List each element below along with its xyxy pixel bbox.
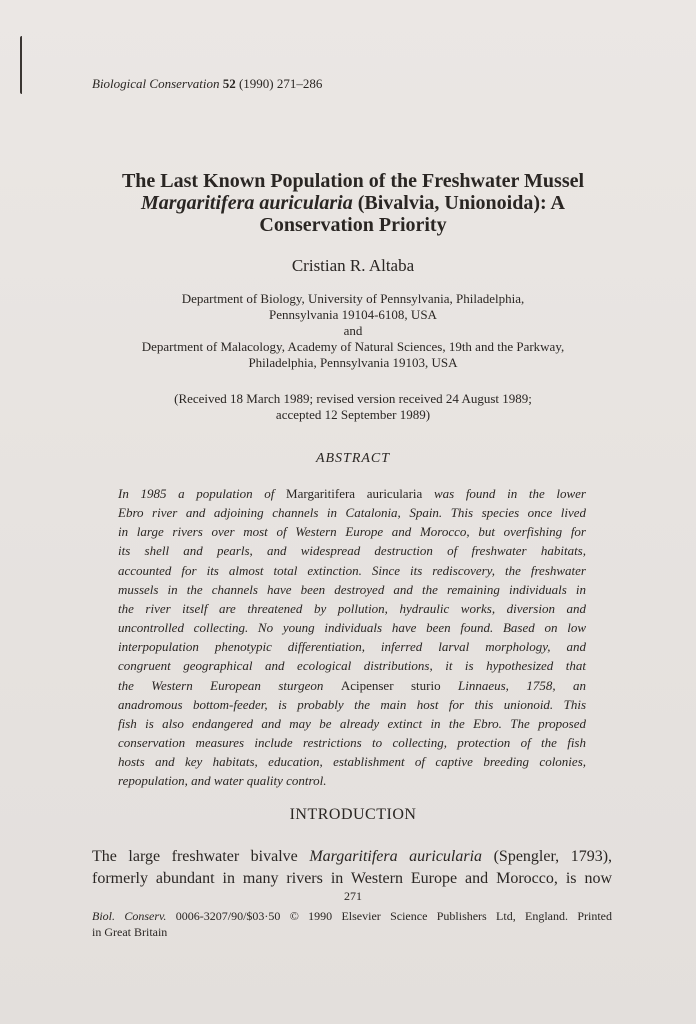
abstract-line: its shell and pearls, and widespread destruction of freshwater habitats, [118,543,586,559]
journal-name: Biological Conservation [92,76,220,91]
title-line-2-rest: (Bivalvia, Unionoida): A [352,192,565,214]
abstract-text [118,484,586,791]
title-line-2 [60,192,646,214]
abstract-line: hosts and key habitats, education, establishment of captive breeding colonies, [118,754,586,770]
margin-bracket-mark [20,36,25,94]
abstract-line: accounted for its almost total extinction. Since its rediscovery, the freshwater [118,562,586,578]
intro-species-name: Margaritifera auricularia [309,848,483,865]
copyright-footer [92,908,612,940]
abstract-line: anadromous bottom-feeder, is probably the main host for this unionoid. This [118,696,586,712]
affiliation-line-3: and [343,323,363,338]
abstract-heading: ABSTRACT [315,451,391,466]
affiliation-line-5: Philadelphia, Pennsylvania 19103, USA [248,355,458,370]
intro-line: formerly abundant in many rivers in Western Europe and Morocco, is now [92,870,612,887]
title-species-name: Margaritifera auricularia [141,192,353,214]
abstract-line: In 1985 a population of Margaritifera auricularia was found in the lower [118,486,586,501]
abstract-line: the river itself are threatened by pollution, hydraulic works, diversion and [118,600,586,616]
title-line-3: Conservation Priority [259,214,447,236]
introduction-heading: INTRODUCTION [289,806,417,823]
intro-line: The large freshwater bivalve Margaritifera auricularia (Spengler, 1793), [92,848,613,865]
abstract-line: Ebro river and adjoining channels in Catalonia, Spain. This species once lived [118,505,586,521]
article-title [60,170,646,236]
abstract-line: fish is also endangered and may be already extinct in the Ebro. The proposed [118,715,586,731]
footer-journal-abbr: Biol. Conserv. [92,909,167,923]
affiliation-line-4: Department of Malacology, Academy of Natural Sciences, 19th and the Parkway, [141,339,565,354]
abstract-line: uncontrolled collecting. No young individuals have been found. Based on low [118,620,586,636]
received-line-2: accepted 12 September 1989) [275,407,431,422]
abstract-species-name: Margaritifera auricularia [286,486,423,501]
footer-line-2: in Great Britain [92,925,168,939]
running-head [92,76,322,92]
footer-line-1: Biol. Conserv. 0006-3207/90/$03·50 © 1990 Elsevier Science Publishers Ltd, England. Printed [92,909,612,923]
journal-year-pages: (1990) 271–286 [238,76,323,91]
abstract-line: congruent geographical and ecological distributions, it is hypothesized that [118,658,586,674]
affiliation-line-1: Department of Biology, University of Pennsylvania, Philadelphia, [181,291,525,306]
abstract-line: interpopulation phenotypic differentiation, inferred larval morphology, and [118,639,586,655]
author-affiliation [80,291,626,371]
affiliation-line-2: Pennsylvania 19104-6108, USA [269,307,437,322]
received-dates [80,391,626,423]
abstract-sturgeon-name: Acipenser sturio [340,677,441,693]
journal-volume: 52 [222,76,236,91]
author-name: Cristian R. Altaba [291,256,415,275]
introduction-text [92,846,612,890]
abstract-line: in large rivers over most of Western Europe and Morocco, but overfishing for [118,524,586,540]
abstract-line: repopulation, and water quality control. [118,773,327,789]
abstract-line: conservation measures include restrictions to collecting, protection of the fish [118,735,586,751]
abstract-line: the Western European sturgeon Acipenser sturio Linnaeus, 1758, an [118,677,587,693]
page-number: 271 [344,889,362,903]
received-line-1: (Received 18 March 1989; revised version received 24 August 1989; [174,391,532,406]
title-line-1: The Last Known Population of the Freshwater Mussel [121,170,585,192]
abstract-line: mussels in the channels have been destroyed and the remaining individuals in [118,581,586,597]
